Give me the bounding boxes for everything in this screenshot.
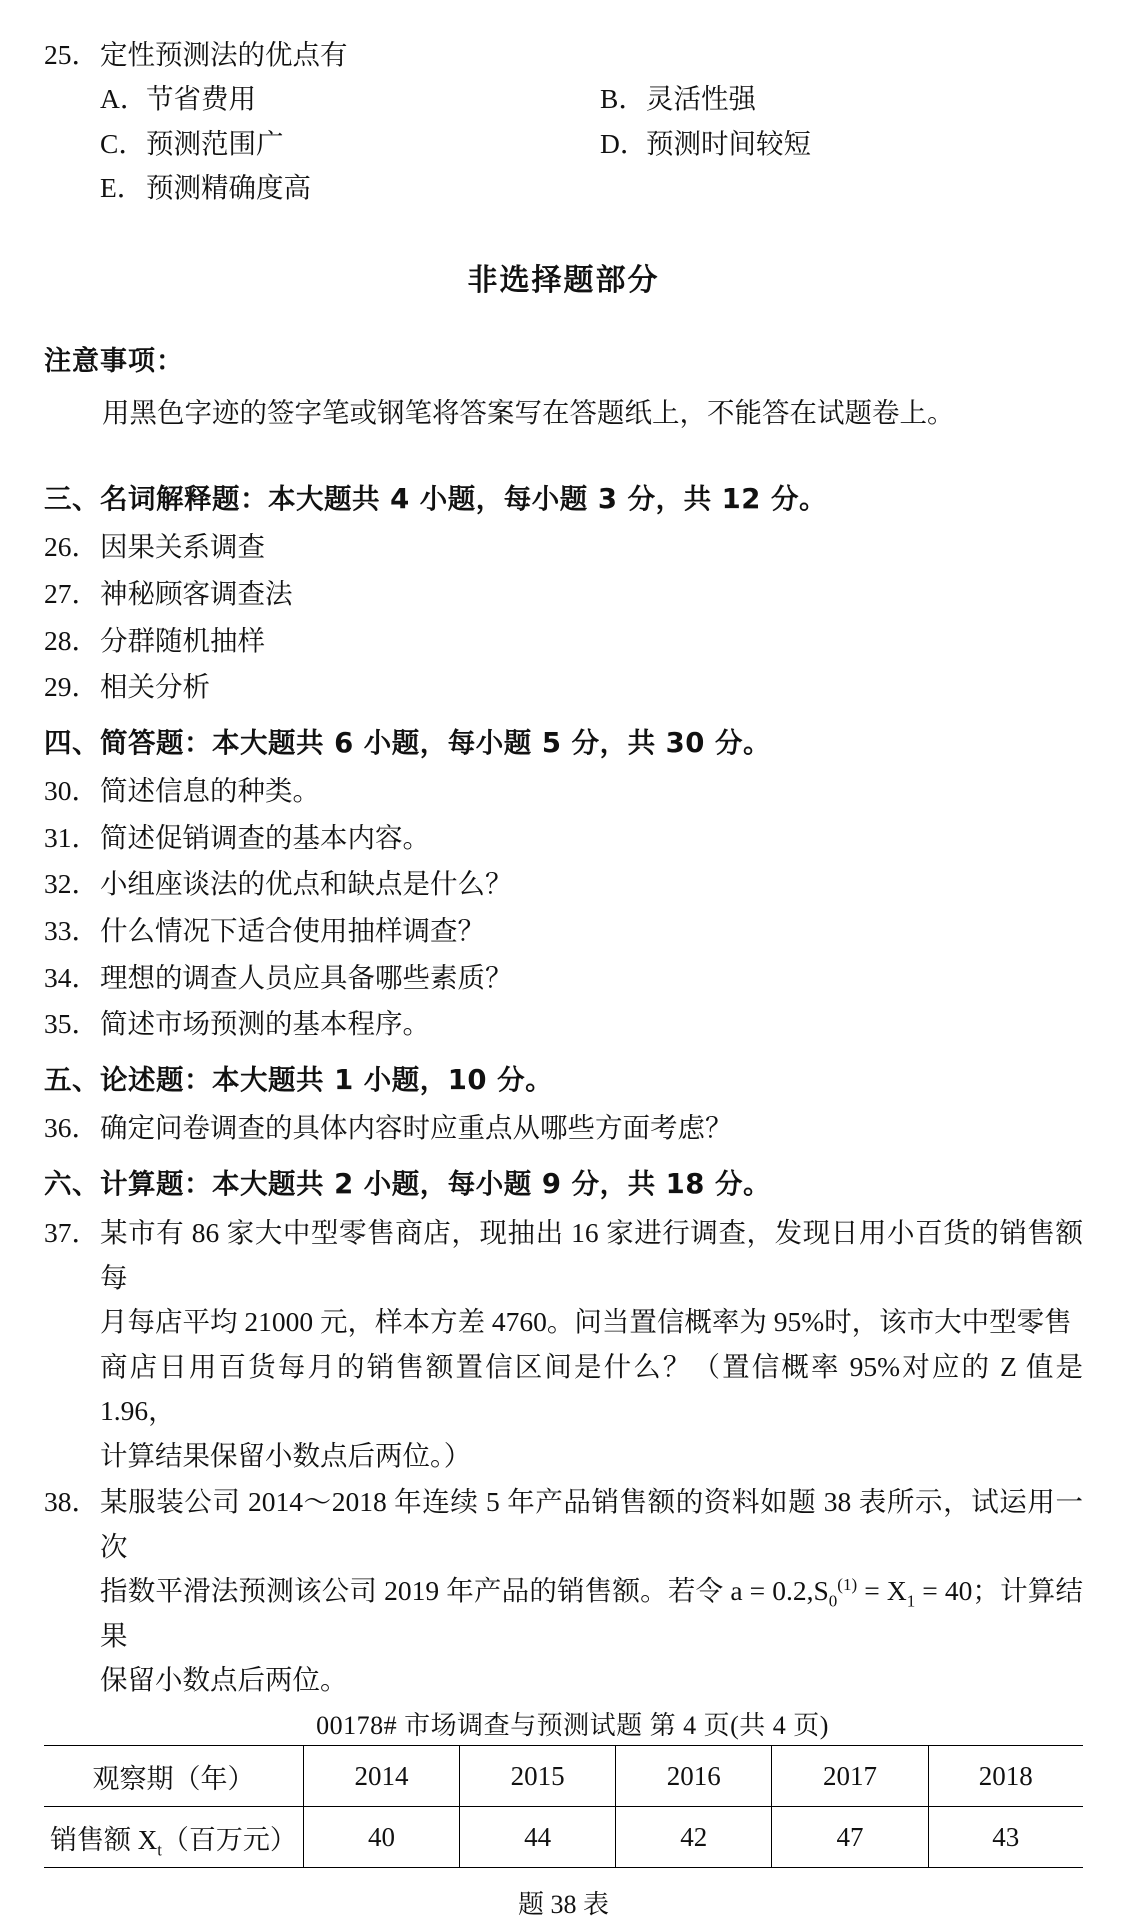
question-35-text: 简述市场预测的基本程序。 (100, 1008, 430, 1040)
option-row-e (100, 166, 1083, 211)
question-38-line-2 (100, 1569, 1083, 1658)
option-row-cd (100, 122, 1083, 167)
notice-title: 注意事项： (44, 345, 184, 377)
question-38-formula-mid: = X (857, 1575, 907, 1607)
page-footer: 00178# 市场调查与预测试题 第 4 页(共 4 页) (316, 1711, 829, 1740)
question-37-line-1: 某市有 86 家大中型零售商店，现抽出 16 家进行调查，发现日用小百货的销售额每 (100, 1217, 1083, 1293)
question-37-line-3: 商店日用百货每月的销售额置信区间是什么？（置信概率 95%对应的 Z 值是 1.96， (100, 1350, 1083, 1427)
option-d[interactable] (600, 122, 811, 167)
question-33-number: 33． (44, 915, 99, 947)
section-4-heading: 四、简答题：本大题共 6 小题，每小题 5 分，共 30 分。 (44, 726, 771, 759)
question-27-text: 神秘顾客调查法 (100, 578, 293, 610)
question-38-formula-post: = 40；计算结果 (100, 1575, 1083, 1651)
question-35-number: 35． (44, 1008, 99, 1040)
question-25-options (100, 77, 1083, 211)
question-30-number: 30． (44, 775, 99, 807)
question-34-number: 34． (44, 961, 99, 993)
row-header-sales-prefix: 销售额 X (50, 1824, 158, 1855)
question-38-body (100, 1480, 1083, 1703)
question-26-text: 因果关系调查 (100, 531, 265, 563)
option-b[interactable] (600, 77, 756, 122)
option-c[interactable] (100, 122, 600, 167)
option-row-ab (100, 77, 1083, 122)
question-26 (44, 526, 1083, 569)
question-29-number: 29． (44, 671, 99, 703)
question-32-text: 小组座谈法的优点和缺点是什么？ (100, 868, 513, 900)
row-header-sales (44, 1807, 303, 1868)
part-title: 非选择题部分 (467, 262, 660, 298)
row-header-sales-subscript: t (157, 1839, 162, 1859)
option-b-label: 灵活性强 (646, 83, 756, 115)
question-37-line-2: 月每店平均 21000 元，样本方差 4760。问当置信概率为 95%时，该市大中型零售 (100, 1306, 1072, 1338)
question-27 (44, 573, 1083, 616)
question-34 (44, 957, 1083, 1000)
table-38 (44, 1745, 1083, 1868)
question-38-line-3: 保留小数点后两位。 (100, 1664, 348, 1696)
question-25 (44, 34, 1083, 211)
question-27-number: 27． (44, 578, 99, 610)
question-32 (44, 863, 1083, 906)
question-25-stem: 定性预测法的优点有 (100, 39, 348, 70)
question-29 (44, 666, 1083, 709)
question-38-s-superscript: (1) (837, 1575, 858, 1595)
section-3-heading: 三、名词解释题：本大题共 4 小题，每小题 3 分，共 12 分。 (44, 483, 827, 516)
cell-year-2014: 2014 (303, 1746, 459, 1807)
cell-year-2016: 2016 (616, 1746, 772, 1807)
question-31 (44, 817, 1083, 860)
question-31-text: 简述促销调查的基本内容。 (100, 821, 430, 853)
question-29-text: 相关分析 (100, 671, 210, 703)
question-38-line-1: 某服装公司 2014～2018 年连续 5 年产品销售额的资料如题 38 表所示，试运用一次 (100, 1486, 1083, 1562)
question-37 (44, 1211, 1083, 1478)
option-a[interactable] (100, 77, 600, 122)
question-37-number: 37． (44, 1217, 99, 1249)
table-38-caption: 题 38 表 (517, 1890, 609, 1920)
question-31-number: 31． (44, 821, 99, 853)
option-d-label: 预测时间较短 (646, 127, 811, 159)
question-30 (44, 770, 1083, 813)
row-header-period: 观察期（年） (44, 1746, 303, 1807)
question-38 (44, 1480, 1083, 1703)
question-36 (44, 1107, 1083, 1150)
question-36-text: 确定问卷调查的具体内容时应重点从哪些方面考虑？ (100, 1112, 733, 1144)
table-row-years (44, 1746, 1083, 1807)
question-32-number: 32． (44, 868, 99, 900)
question-37-line-4: 计算结果保留小数点后两位。） (100, 1439, 472, 1471)
question-33-text: 什么情况下适合使用抽样调查？ (100, 915, 485, 947)
cell-sales-2017: 47 (772, 1807, 928, 1868)
question-37-body (100, 1211, 1083, 1478)
question-38-number: 38． (44, 1486, 99, 1518)
cell-sales-2018: 43 (928, 1807, 1083, 1868)
option-e-label: 预测精确度高 (146, 172, 311, 204)
cell-sales-2014: 40 (303, 1807, 459, 1868)
table-38-wrapper (44, 1745, 1083, 1921)
cell-sales-2016: 42 (616, 1807, 772, 1868)
question-25-stem-row (44, 34, 1083, 75)
option-a-letter: A． (100, 83, 148, 115)
cell-year-2017: 2017 (772, 1746, 928, 1807)
option-d-letter: D． (600, 127, 648, 159)
question-28-number: 28． (44, 624, 99, 656)
question-28-text: 分群随机抽样 (100, 624, 265, 656)
question-25-number: 25． (44, 39, 99, 70)
cell-sales-2015: 44 (460, 1807, 616, 1868)
option-c-label: 预测范围广 (146, 127, 284, 159)
question-34-text: 理想的调查人员应具备哪些素质？ (100, 961, 513, 993)
question-26-number: 26． (44, 531, 99, 563)
question-28 (44, 620, 1083, 663)
cell-year-2015: 2015 (460, 1746, 616, 1807)
question-33 (44, 910, 1083, 953)
cell-year-2018: 2018 (928, 1746, 1083, 1807)
option-a-label: 节省费用 (146, 83, 256, 115)
section-5-heading: 五、论述题：本大题共 1 小题，10 分。 (44, 1063, 554, 1096)
question-30-text: 简述信息的种类。 (100, 775, 320, 807)
option-c-letter: C． (100, 127, 146, 159)
question-38-s-subscript: 0 (828, 1591, 838, 1611)
question-35 (44, 1003, 1083, 1046)
question-38-formula-pre: 指数平滑法预测该公司 2019 年产品的销售额。若令 a = 0.2,S (100, 1575, 829, 1607)
option-e[interactable] (100, 166, 600, 211)
question-38-x-subscript: 1 (906, 1591, 916, 1611)
table-row-sales (44, 1807, 1083, 1868)
option-b-letter: B． (600, 83, 646, 115)
question-36-number: 36． (44, 1112, 99, 1144)
option-e-letter: E． (100, 172, 145, 204)
section-6-heading: 六、计算题：本大题共 2 小题，每小题 9 分，共 18 分。 (44, 1167, 771, 1200)
notice-body: 用黑色字迹的签字笔或钢笔将答案写在答题纸上，不能答在试题卷上。 (102, 396, 955, 428)
row-header-sales-suffix: （百万元） (161, 1824, 297, 1855)
